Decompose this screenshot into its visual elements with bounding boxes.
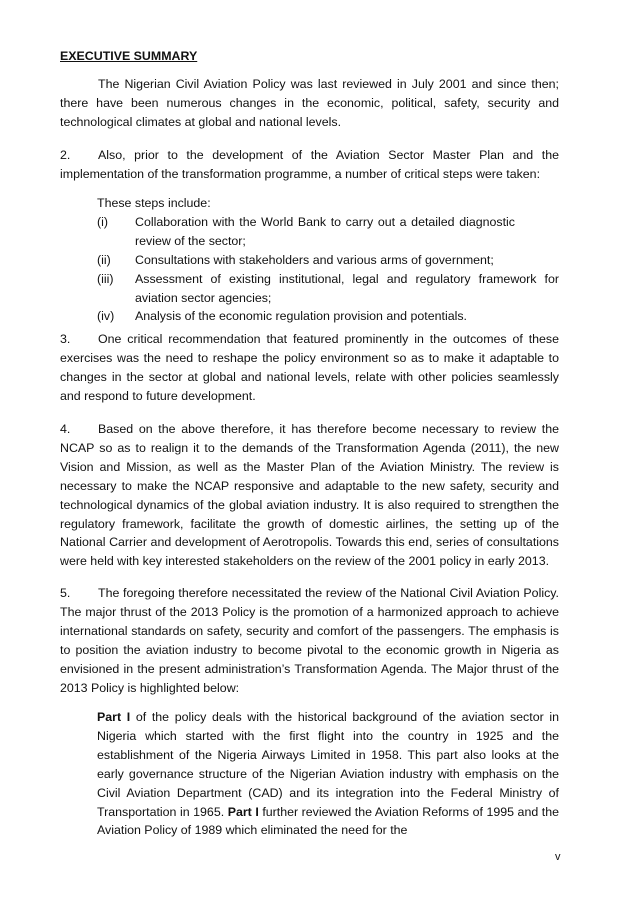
paragraph-4-text: Based on the above therefore, it has therefore become necessary to review the NCAP so as to realign it to the demands of the Transformation Agenda (2011), the new Vision and Mission, as well as the Master Plan of the Aviation Ministry. The review is necessary to make the NCAP responsive and adaptable to the new safety, security and technological dynamics of the global aviation industry. It is also required to strengthen the regulatory framework, facilitate the growth of domestic airlines, the setting up of the National Carrier and development of Aerotropolis. Towards this end, series of consultations were held with key interested stakeholders on the review of the 2001 policy in early 2013. <box>60 422 559 569</box>
paragraph-5-number: 5. <box>60 586 71 600</box>
paragraph-4-number: 4. <box>60 422 71 436</box>
section-heading: EXECUTIVE SUMMARY <box>60 49 198 63</box>
page-number: v <box>555 851 561 863</box>
list-item-number: (i) <box>97 214 109 229</box>
part-i-paragraph <box>97 708 559 840</box>
paragraph-4 <box>60 420 559 571</box>
list-item-text: Analysis of the economic regulation provision and potentials. <box>135 309 467 324</box>
list-item <box>97 307 559 326</box>
paragraph-3-text: One critical recommendation that featured prominently in the outcomes of these exercises was the need to reshape the policy environment so as to make it adaptable to changes in the sector at global and national levels, relate with other policies seamlessly and respond to future development. <box>60 332 559 403</box>
paragraph-1 <box>60 75 559 132</box>
steps-intro: These steps include: <box>97 196 211 210</box>
list-item-text: Collaboration with the World Bank to carry out a detailed diagnostic review of the sector; <box>135 214 515 248</box>
list-item-text: Assessment of existing institutional, legal and regulatory framework for aviation sector agencies; <box>135 271 559 305</box>
part-i-text: of the policy deals with the historical background of the aviation sector in Nigeria which started with the first flight into the country in 1925 and the establishment of the Nigeria Airways Limited in 1958. This part also looks at the early governance structure of the Nigerian Aviation industry with emphasis on the Civil Aviation Department (CAD) and its integration into the Federal Ministry of Transportation in 1965. <box>97 710 559 819</box>
part-i-label: Part I <box>227 804 259 819</box>
list-item-number: (iv) <box>97 309 115 324</box>
paragraph-3-number: 3. <box>60 332 71 346</box>
paragraph-5-text: The foregoing therefore necessitated the review of the National Civil Aviation Policy. The major thrust of the 2013 Policy is the promotion of a harmonized approach to achieve international standards on safety, security and comfort of the passengers. The emphasis is to position the aviation industry to become pivotal to the economic growth in Nigeria as envisioned in the present administration’s Transformation Agenda. The Major thrust of the 2013 Policy is highlighted below: <box>60 586 559 695</box>
paragraph-3 <box>60 330 559 406</box>
part-i-text: further reviewed the Aviation Reforms of 1995 and the Aviation Policy of 1989 which eliminated the need for the <box>97 804 559 838</box>
list-item-text: Consultations with stakeholders and various arms of government; <box>135 252 494 267</box>
paragraph-2-text: Also, prior to the development of the Aviation Sector Master Plan and the implementation of the transformation programme, a number of critical steps were taken: <box>60 148 559 181</box>
part-i-label: Part I <box>97 710 131 724</box>
paragraph-1-text: The Nigerian Civil Aviation Policy was last reviewed in July 2001 and since then; there have been numerous changes in the economic, political, safety, security and technological climates at global and national levels. <box>60 77 559 129</box>
list-item <box>97 213 559 251</box>
list-item-number: (ii) <box>97 252 111 267</box>
list-item <box>97 270 559 308</box>
list-item <box>97 251 559 270</box>
list-item-number: (iii) <box>97 271 114 286</box>
steps-list <box>97 194 559 326</box>
paragraph-2 <box>60 146 559 184</box>
paragraph-5 <box>60 584 559 697</box>
paragraph-2-number: 2. <box>60 148 71 162</box>
